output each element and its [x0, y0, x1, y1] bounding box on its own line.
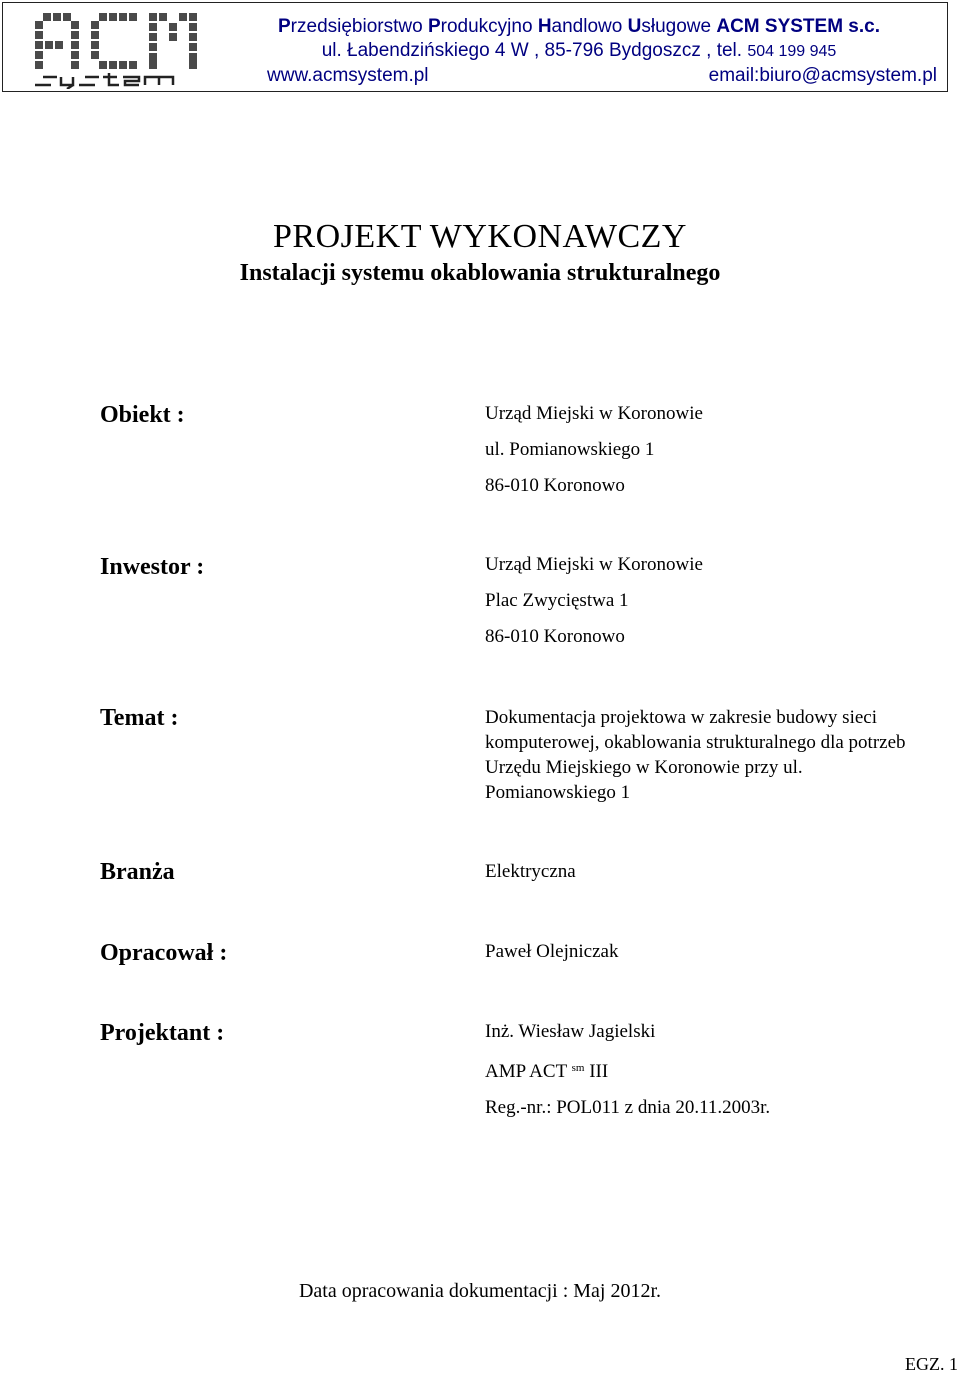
- phone-number: 504 199 945: [747, 43, 837, 60]
- website-link[interactable]: www.acmsystem.pl: [267, 65, 429, 86]
- company-name-part: P: [427, 16, 441, 37]
- obiekt-label: Obiekt :: [100, 402, 185, 428]
- company-name-part: U: [627, 16, 642, 37]
- company-name-part: ACM SYSTEM s.c.: [716, 16, 880, 37]
- certification-prefix: AMP ACT: [485, 1061, 572, 1082]
- projektant-registration: Reg.-nr.: POL011 z dnia 20.11.2003r.: [485, 1097, 771, 1118]
- opracowal-value: Paweł Olejniczak: [485, 941, 619, 962]
- company-name-part: andlowo: [551, 16, 628, 37]
- certification-superscript: sm: [571, 1062, 585, 1074]
- inwestor-line: Plac Zwycięstwa 1: [485, 590, 629, 611]
- inwestor-value: [485, 547, 935, 655]
- opracowal-label: Opracował :: [100, 940, 228, 966]
- company-name-part: P: [277, 16, 291, 37]
- company-name-part: H: [537, 16, 552, 37]
- company-name-part: sługowe: [641, 16, 717, 37]
- projektant-label: Projektant :: [100, 1020, 225, 1046]
- obiekt-value: [485, 396, 935, 504]
- document-title: PROJEKT WYKONAWCZY: [273, 218, 687, 255]
- obiekt-line: 86-010 Koronowo: [485, 475, 625, 496]
- inwestor-label: Inwestor :: [100, 554, 205, 580]
- projektant-value: [485, 1014, 935, 1126]
- company-info: [215, 15, 943, 88]
- document-subtitle: Instalacji systemu okablowania strukturalnego: [239, 260, 721, 286]
- company-name: [215, 15, 943, 39]
- temat-label: Temat :: [100, 705, 179, 731]
- inwestor-line: Urząd Miejski w Koronowie: [485, 554, 703, 575]
- company-name-part: rzedsiębiorstwo: [290, 16, 428, 37]
- branza-label: Branża: [100, 859, 175, 885]
- obiekt-line: Urząd Miejski w Koronowie: [485, 403, 703, 424]
- copy-number: EGZ. 1: [905, 1354, 958, 1374]
- projektant-certification: [485, 1050, 935, 1090]
- certification-suffix: III: [584, 1061, 609, 1082]
- company-name-part: rodukcyjno: [440, 16, 538, 37]
- acm-system-logo: [33, 11, 205, 89]
- letterhead: [2, 2, 948, 92]
- email-link[interactable]: email:biuro@acmsystem.pl: [708, 65, 937, 86]
- documentation-date: Data opracowania dokumentacji : Maj 2012r.: [298, 1280, 662, 1302]
- company-contacts: [215, 64, 943, 88]
- company-address: [215, 39, 943, 64]
- inwestor-line: 86-010 Koronowo: [485, 626, 625, 647]
- obiekt-line: ul. Pomianowskiego 1: [485, 439, 655, 460]
- address-text: ul. Łabendzińskiego 4 W , 85-796 Bydgoszcz , tel.: [321, 40, 748, 61]
- temat-value: Dokumentacja projektowa w zakresie budowy sieci komputerowej, okablowania strukturalnego dla potrzeb Urzędu Miejskiego w Koronowie przy ul. Pomianowskiego 1: [485, 707, 906, 803]
- projektant-name: Inż. Wiesław Jagielski: [485, 1021, 656, 1042]
- branza-value: Elektryczna: [485, 861, 576, 882]
